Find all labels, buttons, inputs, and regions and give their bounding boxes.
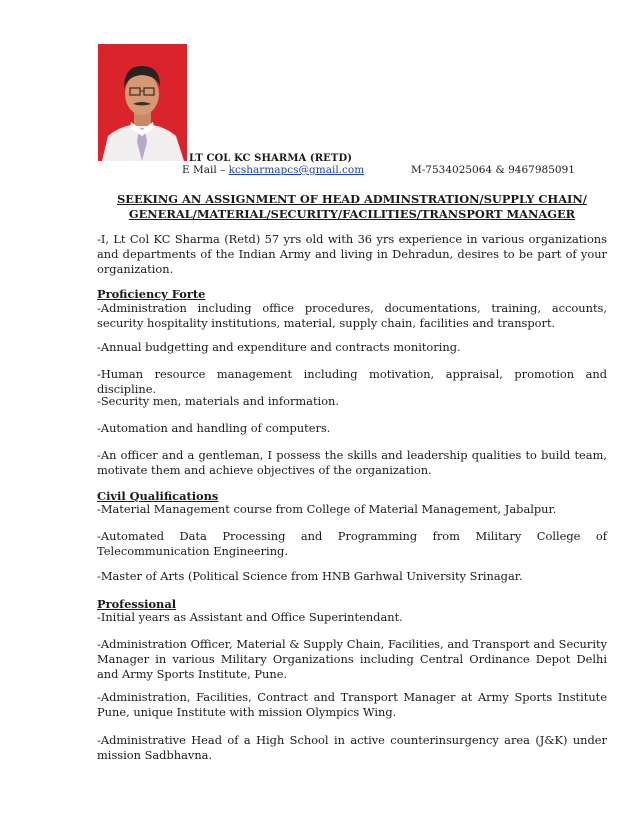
proficiency-title: Proficiency Forte	[97, 287, 206, 301]
proficiency-item: -An officer and a gentleman, I possess the skills and leadership qualities to build team, motivate them and achieve objectives of the organization.	[97, 448, 607, 477]
civil-item: -Master of Arts (Political Science from HNB Garhwal University Srinagar.	[97, 569, 523, 583]
mobile-numbers: M-7534025064 & 9467985091	[411, 164, 575, 176]
intro-paragraph: -I, Lt Col KC Sharma (Retd) 57 yrs old with 36 yrs experience in various organizations and departments of the Indian Army and living in Dehradun, desires to be part of your organization.	[97, 232, 607, 276]
professional-item: -Administrative Head of a High School in active counterinsurgency area (J&K) under mission Sadbhavna.	[97, 733, 607, 762]
professional-item: -Administration, Facilities, Contract and Transport Manager at Army Sports Institute Pune, unique Institute with mission Olympics Wing.	[97, 690, 607, 719]
profile-photo	[98, 44, 187, 161]
email-line	[182, 164, 364, 176]
professional-item: -Administration Officer, Material & Supply Chain, Facilities, and Transport and Security Manager in various Military Organizations including Central Ordinance Depot Delhi and Army Sports Institute, Pune.	[97, 637, 607, 681]
proficiency-item: -Automation and handling of computers.	[97, 421, 331, 435]
objective-line-1: SEEKING AN ASSIGNMENT OF HEAD ADMINSTRATION/SUPPLY CHAIN/	[117, 192, 587, 206]
civil-item: -Automated Data Processing and Programming from Military College of Telecommunication Engineering.	[97, 529, 607, 558]
proficiency-item: -Human resource management including motivation, appraisal, promotion and discipline.	[97, 367, 607, 396]
proficiency-item: -Annual budgetting and expenditure and contracts monitoring.	[97, 340, 461, 354]
professional-item: -Initial years as Assistant and Office Superintendant.	[97, 610, 403, 624]
proficiency-item: -Administration including office procedures, documentations, training, accounts, security hospitality institutions, material, supply chain, facilities and transport.	[97, 301, 607, 330]
civil-item: -Material Management course from College of Material Management, Jabalpur.	[97, 502, 557, 516]
objective-heading	[97, 192, 607, 222]
objective-line-2: GENERAL/MATERIAL/SECURITY/FACILITIES/TRANSPORT MANAGER	[128, 207, 576, 221]
candidate-name: LT COL KC SHARMA (RETD)	[189, 153, 353, 164]
civil-title: Civil Qualifications	[97, 489, 219, 503]
professional-title: Professional	[97, 597, 177, 611]
proficiency-item: -Security men, materials and information.	[97, 394, 340, 408]
email-link[interactable]: kcsharmapcs@gmail.com	[228, 164, 365, 176]
email-label: E Mail –	[182, 164, 229, 176]
